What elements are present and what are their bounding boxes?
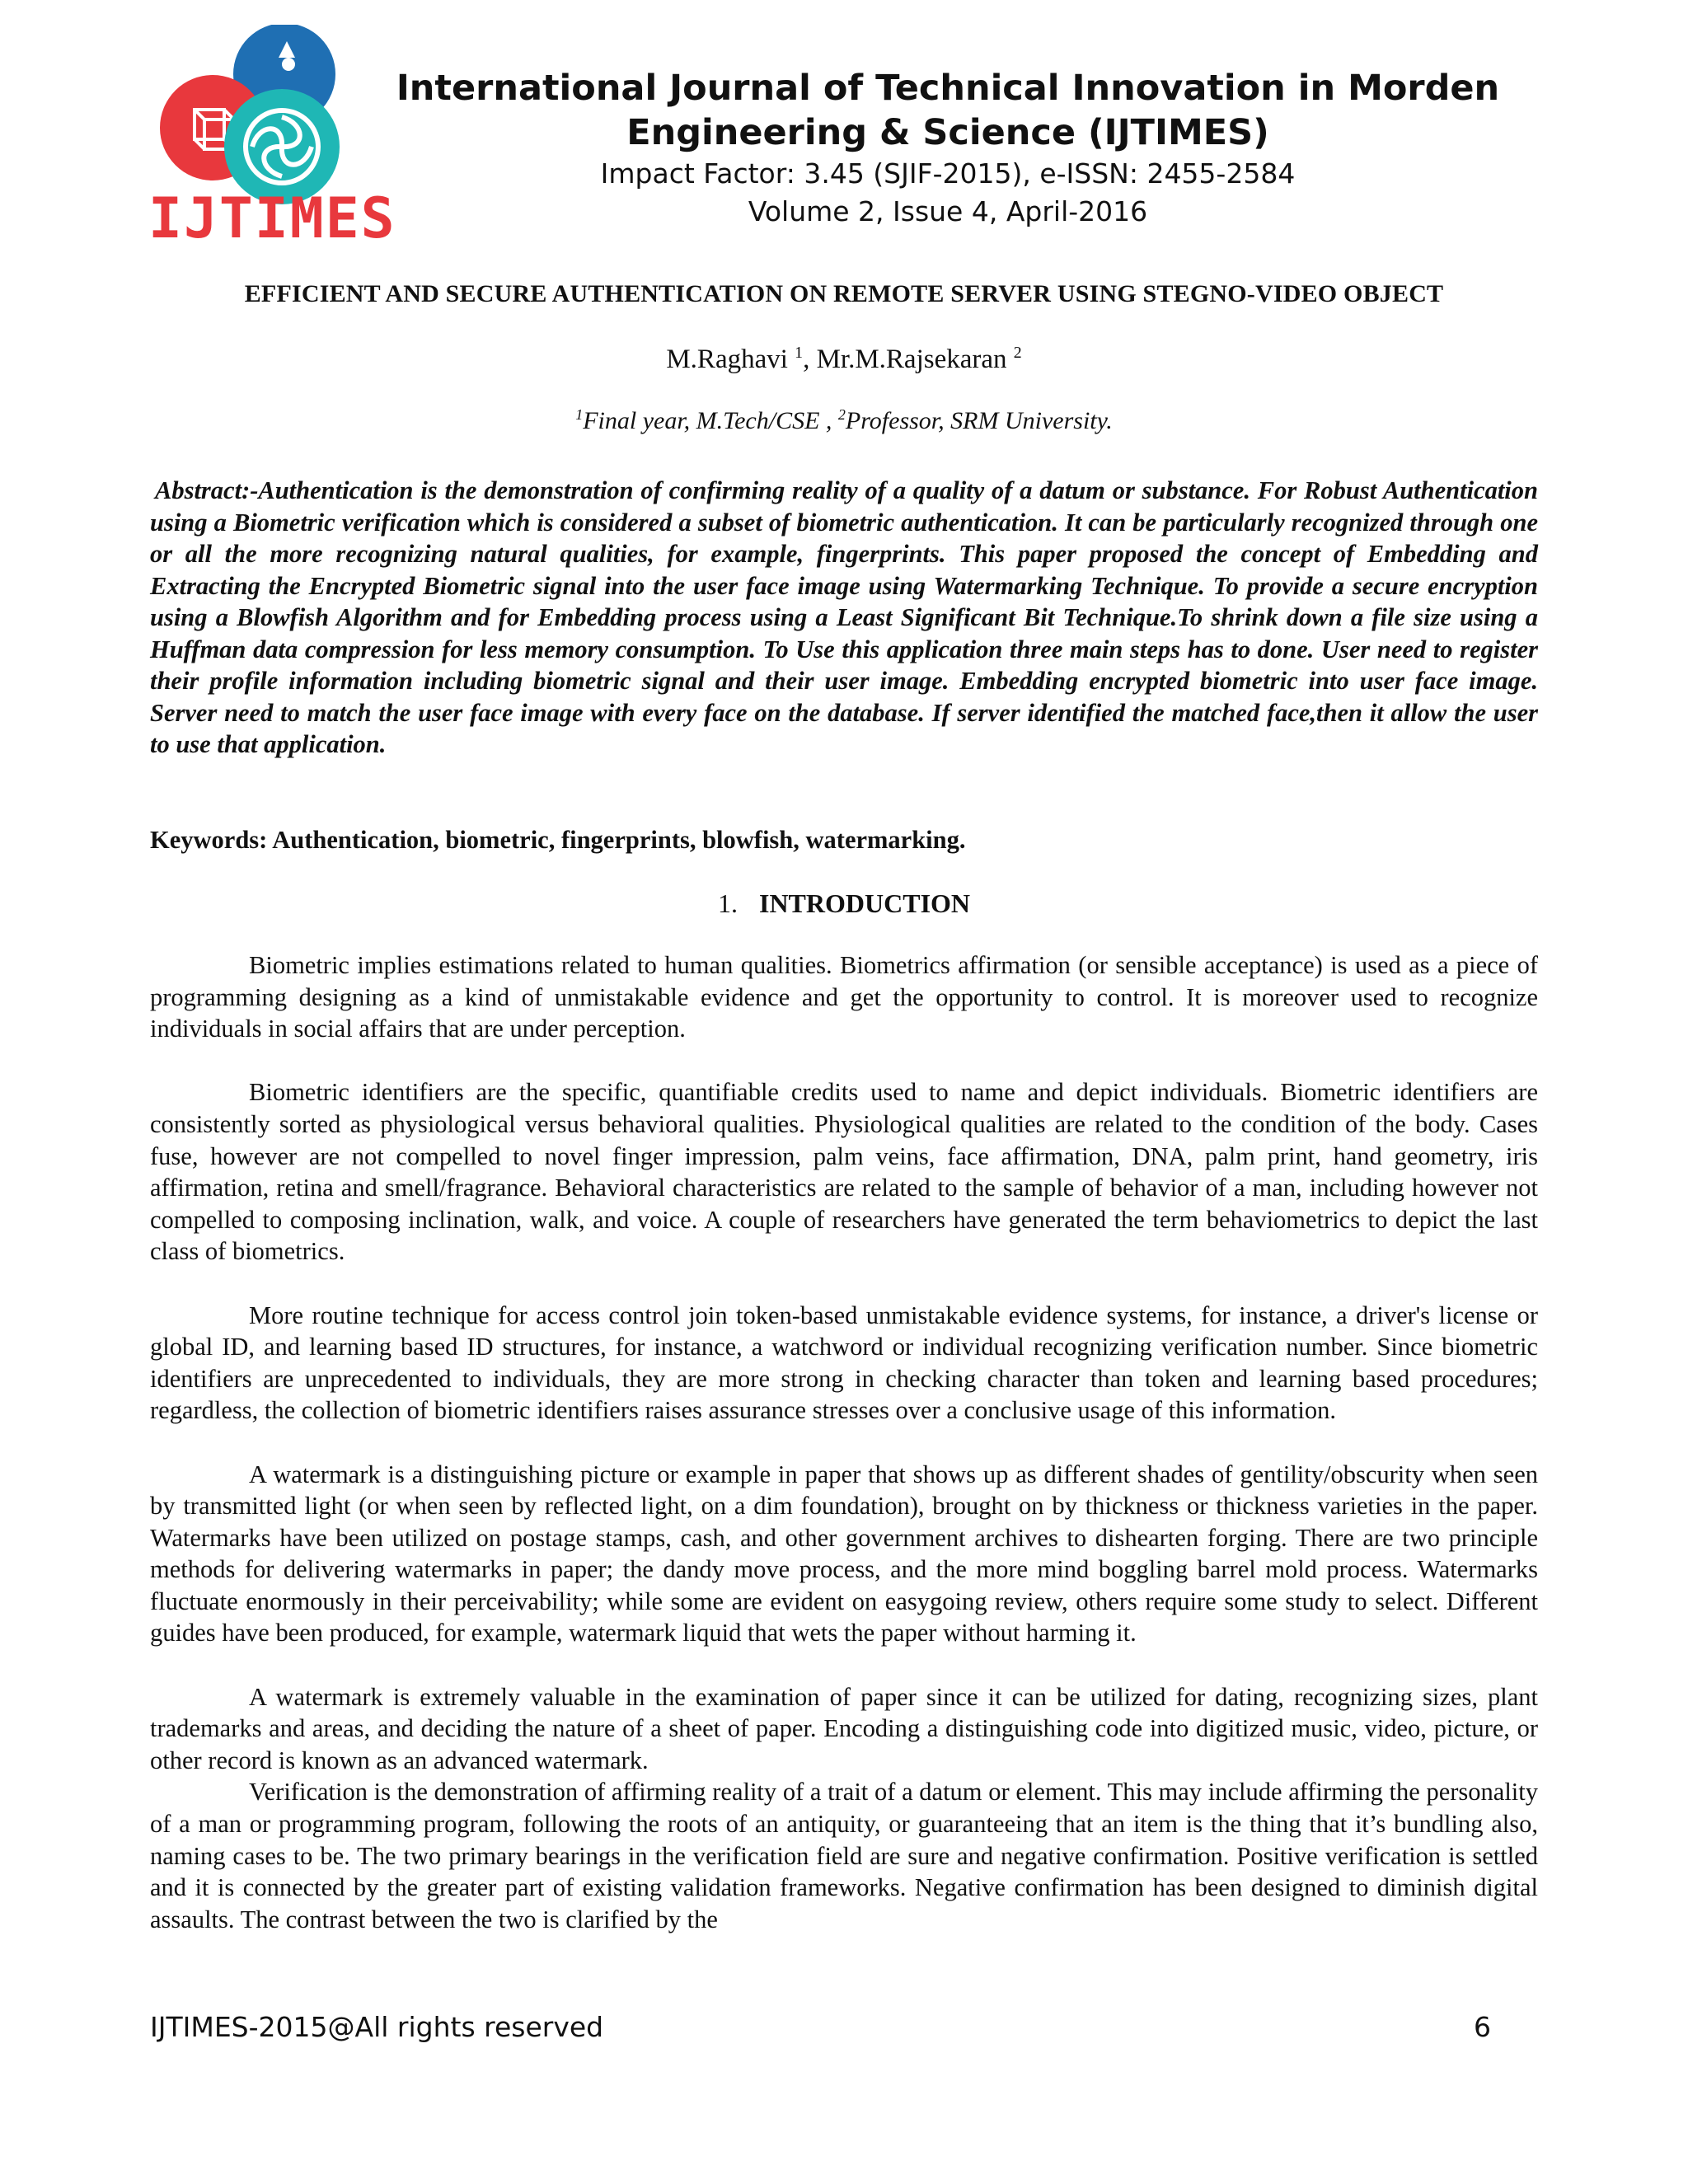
logo-text: IJTIMES — [148, 186, 396, 251]
affil-1: Final year, M.Tech/CSE , — [583, 407, 838, 434]
section-number: 1. — [717, 888, 738, 918]
paper-title: EFFICIENT AND SECURE AUTHENTICATION ON REMOTE SERVER USING STEGNO-VIDEO OBJECT — [244, 280, 1444, 307]
affil-1-sup: 1 — [575, 406, 584, 423]
paragraph: Biometric identifiers are the specific, quantifiable credits used to name and depict individuals. Biometric identifiers are consistently sorted as physiological versus behavioral qualities. Physiological qualities are related to the condition of the body. Cases fuse, however are not compelled to novel finger impression, palm veins, face affirmation, DNA, palm print, hand geometry, iris affirmation, retina and smell/fragrance. Behavioral characteristics are related to the sample of behavior of a man, including however not compelled to composing inclination, walk, and voice. A couple of researchers have generated the term behaviometrics to depict the last class of biometrics. — [150, 1078, 1538, 1266]
journal-title-line1: International Journal of Technical Innovation in Morden — [396, 68, 1500, 109]
volume-line: Volume 2, Issue 4, April-2016 — [748, 195, 1148, 227]
journal-header — [387, 66, 1508, 231]
affiliations — [82, 407, 1606, 435]
author-separator: , — [803, 344, 817, 374]
affil-2-sup: 2 — [837, 406, 846, 423]
paragraph: Verification is the demonstration of affirming reality of a trait of a datum or element. This may include affirming the personality of a man or programming program, following the roots of an antiquity, or guaranteeing that an item is the thing that it’s bundling also, naming cases to be. The two primary bearings in the verification field are sure and negative confirmation. Positive verification is settled and it is connected by the greater part of existing validation frameworks. Negative confirmation has been designed to diminish digital assaults. The contrast between the two is clarified by the — [150, 1778, 1538, 1933]
paragraph: More routine technique for access control join token-based unmistakable evidence systems, for instance, a driver's license or global ID, and learning based ID structures, for instance, a watchword or individual recognizing verification number. Since biometric identifiers are unprecedented to individuals, they are more strong in checking character than token and learning based procedures; regardless, the collection of biometric identifiers raises assurance stresses over a conclusive usage of this information. — [150, 1301, 1538, 1425]
author-2-sup: 2 — [1013, 344, 1022, 362]
journal-title-line2: Engineering & Science (IJTIMES) — [626, 112, 1269, 153]
impact-factor-line: Impact Factor: 3.45 (SJIF-2015), e-ISSN: 2455-2584 — [600, 157, 1296, 190]
author-2: Mr.M.Rajsekaran — [816, 344, 1014, 374]
paragraph: A watermark is a distinguishing picture or example in paper that shows up as different shades of gentility/obscurity when seen by transmitted light (or when seen by reflected light, on a dim foundation), brought on by thickness or thickness varieties in the paper. Watermarks have been utilized on postage stamps, cash, and other government archives to dishearten forging. There are two principle methods for delivering watermarks in paper; the dandy move process, and the more mind boggling barrel mold process. Watermarks fluctuate enormously in their perceivability; while some are evident on easygoing review, others require some study to select. Different guides have been produced, for example, watermark liquid that wets the paper without harming it. — [150, 1460, 1538, 1647]
introduction-body — [150, 949, 1538, 1935]
authors — [82, 344, 1606, 375]
section-heading-introduction — [82, 888, 1606, 919]
section-title: INTRODUCTION — [758, 888, 971, 918]
paragraph: A watermark is extremely valuable in the examination of paper since it can be utilized for dating, recognizing sizes, plant trademarks and areas, and deciding the nature of a sheet of paper. Encoding a distinguishing code into digitized music, video, picture, or other record is known as an advanced watermark. — [150, 1682, 1538, 1774]
affil-2: Professor, SRM University. — [845, 407, 1113, 434]
abstract: Abstract:-Authentication is the demonstration of confirming reality of a quality of a datum or substance. For Robust Authentication using a Biometric verification which is considered a subset of biometric authentication. It can be particularly recognized through one or all the more recognizing natural qualities, for example, fingerprints. This paper proposed the concept of Embedding and Extracting the Encrypted Biometric signal into the user face image using Watermarking Technique. To provide a secure encryption using a Blowfish Algorithm and for Embedding process using a Least Significant Bit Technique.To shrink down a file size using a Huffman data compression for less memory consumption. To Use this application three main steps has to done. User need to register their profile information including biometric signal and their user image. Embedding encrypted biometric into user face image. Server need to match the user face image with every face on the database. If server identified the matched face,then it allow the user to use that application. — [150, 476, 1538, 758]
paragraph: Biometric implies estimations related to human qualities. Biometrics affirmation (or sensible acceptance) is used as a piece of programming designing as a kind of unmistakable evidence and get the opportunity to control. It is moreover used to recognize individuals in social affairs that are under perception. — [150, 951, 1538, 1043]
journal-logo — [148, 25, 396, 255]
keywords: Keywords: Authentication, biometric, fingerprints, blowfish, watermarking. — [150, 826, 966, 854]
author-1-sup: 1 — [795, 344, 804, 362]
footer-copyright: IJTIMES-2015@All rights reserved — [150, 2011, 604, 2043]
footer-page-number: 6 — [1474, 2011, 1491, 2043]
author-1: M.Raghavi — [666, 344, 795, 374]
